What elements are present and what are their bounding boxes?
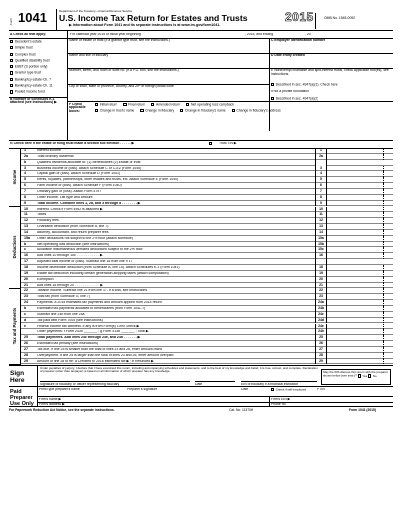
nol-carryback-option[interactable]: Net operating loss carryback xyxy=(186,103,234,109)
income-line-8: 8 Other income. List type and amount 8 xyxy=(21,195,393,201)
trust-tin-field[interactable] xyxy=(249,142,389,147)
deduction-line-19: 19 Estate tax deduction including certain generation-skipping taxes (attach computation) 19 xyxy=(21,271,393,277)
checkbox[interactable] xyxy=(151,103,154,106)
paperwork-notice: For Paperwork Reduction Act Notice, see the separate instructions. xyxy=(9,408,115,412)
checkbox[interactable] xyxy=(10,84,13,87)
tax-line-28: 28 Overpayment. If line 25 is larger than the total of lines 23 and 26, enter amount overpaid 28 xyxy=(21,353,393,359)
tax-line-27: 27 Tax due. If line 25 is smaller than the total of lines 23 and 26, enter amount owed 27 xyxy=(21,347,393,353)
deduction-line-15a: 15a Other deductions not subject to the 2% floor (attach schedule) 15a xyxy=(21,236,393,242)
entity-type-option[interactable]: Decedent's estate xyxy=(10,40,66,46)
checkbox[interactable] xyxy=(271,83,274,86)
address-field[interactable] xyxy=(69,73,267,81)
fiduciary-name-field[interactable] xyxy=(69,58,267,66)
ein-label: C Employer identification number xyxy=(271,39,326,42)
checkbox[interactable] xyxy=(10,53,13,56)
entity-type-option[interactable]: Bankruptcy estate-Ch. 7 xyxy=(10,78,66,84)
entity-type-option[interactable]: Bankruptcy estate-Ch. 11 xyxy=(10,84,66,90)
checkbox[interactable] xyxy=(10,78,13,81)
sign-date-field[interactable] xyxy=(195,375,235,382)
change-trust-name-option[interactable]: Change in trust's name xyxy=(95,109,134,115)
deduction-line-13: 13 Charitable deduction (from Schedule A, line 7) 13 xyxy=(21,224,393,230)
final-return-option[interactable]: Final return xyxy=(123,103,145,109)
sign-here-section xyxy=(9,365,393,387)
form-number: 1041 xyxy=(18,10,47,25)
department-label: Department of the Treasury—Internal Revenue Service xyxy=(59,9,133,13)
income-line-2b: b Qualified dividends allocable to: (1) Beneficiaries (2) Estate or trust xyxy=(21,160,393,166)
estate-name-label: Name of estate or trust (If a grantor type trust, see the instructions.) xyxy=(69,39,171,42)
tax-line-22: 22 Taxable income. Subtract line 21 from line 17. If a loss, see instructions 22 xyxy=(21,288,393,294)
perjury-statement: Under penalties of perjury, I declare that I have examined this return, including accompanying schedules and statements, and to the best of my knowledge and belief, it is true, correct, and complete. Declaration of preparer (other than taxpayer) is based on all information of which preparer has any knowledge. xyxy=(40,366,318,374)
checkbox[interactable] xyxy=(271,97,274,100)
fiscal-end-year: , 20 xyxy=(305,33,311,36)
phone-label: Phone no. xyxy=(271,402,287,406)
deduction-line-21: 21 Add lines 18 through 20 . . . . . . . . . . . . . ▶ 21 xyxy=(21,283,393,289)
checkbox[interactable] xyxy=(10,46,13,49)
income-line-5: 5 Rents, royalties, partnerships, other estates and trusts, etc. Attach Schedule E (Form 1040) 5 xyxy=(21,177,393,183)
tax-line-24d: d Tax paid with Form 7004 (see instructions) 24d xyxy=(21,318,393,324)
change-fiduciary-option[interactable]: Change in fiduciary xyxy=(140,109,174,115)
applicable-boxes xyxy=(95,103,391,115)
fiduciary-name-label: Name and title of fiduciary xyxy=(69,54,109,57)
change-fiduciary-name-option[interactable]: Change in fiduciary's name xyxy=(180,109,225,115)
checkbox[interactable] xyxy=(271,388,274,391)
form-header xyxy=(9,9,393,31)
initial-return-option[interactable]: Initial return xyxy=(95,103,117,109)
tax-line-24c: c Subtract line 24b from line 24a 24c xyxy=(21,312,393,318)
entity-type-option[interactable]: Simple trust xyxy=(10,46,66,52)
checkbox[interactable] xyxy=(140,109,143,112)
firm-ein-label: Firm's EIN ▶ xyxy=(271,397,291,401)
income-line-2a: 2a Total ordinary dividends 2a xyxy=(21,154,393,160)
signature-label: Signature of fiduciary or officer representing fiduciary xyxy=(40,383,120,386)
checkbox[interactable] xyxy=(95,109,98,112)
paid-preparer-section xyxy=(9,387,393,407)
deduction-line-15b: b Net operating loss deduction (see instructions) 15b xyxy=(21,242,393,248)
checkbox[interactable] xyxy=(10,59,13,62)
deduction-line-14: 14 Attorney, accountant, and return preparer fees 14 xyxy=(21,230,393,236)
amount-field[interactable] xyxy=(327,359,393,365)
change-fiduciary-address-option[interactable]: Change in fiduciary's address xyxy=(232,109,281,115)
tax-line-24b: b Estimated tax payments allocated to beneficiaries (from Form 1041-T) 24b xyxy=(21,306,393,312)
income-line-4: 4 Capital gain or (loss). Attach Schedule D (Form 1041) 4 xyxy=(21,171,393,177)
calendar-year-label: For calendar year 2015 or fiscal year beginning xyxy=(70,33,141,36)
omb-number: OMB No. 1545-0092 xyxy=(315,13,393,29)
firm-name-label: Firm's name ▶ xyxy=(39,397,62,401)
income-line-3: 3 Business income or (loss). Attach Schedule C or C-EZ (Form 1040) 3 xyxy=(21,166,393,172)
checkbox[interactable] xyxy=(10,71,13,74)
entity-type-option[interactable]: Pooled income fund xyxy=(10,90,66,96)
preparer-date-label: Date xyxy=(241,388,249,391)
checkbox[interactable] xyxy=(10,65,13,68)
deduction-line-15c: c Allowable miscellaneous itemized deductions subject to the 2% floor 15c xyxy=(21,247,393,253)
tax-line-29: 29 Amount of line 28 to be: a Credited to 2016 estimated tax ▶ ; b Refunded ▶ 29 xyxy=(21,359,393,365)
fiduciary-ein-field[interactable] xyxy=(241,375,317,382)
income-line-9: 9 Total income. Combine lines 1, 2a, and 3 through 8 . . . . . . . . ▶ 9 xyxy=(21,201,393,207)
income-line-7: 7 Ordinary gain or (loss). Attach Form 4797 7 xyxy=(21,189,393,195)
tax-line-24e: e Federal income tax withheld. If any is from Form(s) 1099, check ▶ 24e xyxy=(21,324,393,330)
tax-line-23: 23 Total tax (from Schedule G, line 7) 23 xyxy=(21,294,393,300)
checkbox[interactable] xyxy=(232,109,235,112)
tax-line-24a: 24 Payments: a 2015 estimated tax payments and amount applied from 2014 return 24a xyxy=(21,300,393,306)
form-title: U.S. Income Tax Return for Estates and Trusts xyxy=(59,13,248,23)
entity-type-option[interactable]: Complex trust xyxy=(10,53,66,59)
form-footer-id: Form 1041 (2015) xyxy=(349,408,376,412)
schedules-k1-label: B Number of Schedules K-1 attached (see instructions) ▶ xyxy=(10,98,57,105)
date-label: Date xyxy=(195,383,203,386)
sec4947a1-option[interactable]: Described in sec. 4947(a)(1). Check here xyxy=(271,83,338,87)
city-label: City or town, state or province, country, and ZIP or foreign postal code xyxy=(69,85,174,88)
entity-type-option[interactable]: Grantor type trust xyxy=(10,71,66,77)
deduction-line-17: 17 Adjusted total income or (loss). Subtract line 16 from line 9 17 xyxy=(21,259,393,265)
sec645-checkbox[interactable] xyxy=(209,142,212,145)
checkbox[interactable] xyxy=(186,103,189,106)
entity-type-option[interactable]: Qualified disability trust xyxy=(10,59,66,65)
estate-name-field[interactable] xyxy=(69,43,267,51)
income-line-1: 1 Interest income 1 xyxy=(21,148,393,154)
checkbox[interactable] xyxy=(180,109,183,112)
entity-type-list xyxy=(10,40,66,97)
form-number-box xyxy=(9,9,57,31)
income-line-6: 6 Farm income or (loss). Attach Schedule F (Form 1040) 6 xyxy=(21,183,393,189)
amended-return-option[interactable]: Amended return xyxy=(151,103,180,109)
deduction-line-16: 16 Add lines 10 through 15c . . . . . . . . . . . . ▶ 16 xyxy=(21,253,393,259)
firm-address-label: Firm's address ▶ xyxy=(39,402,65,406)
deduction-line-20: 20 Exemption 20 xyxy=(21,277,393,283)
yes-checkbox[interactable] xyxy=(358,374,361,377)
tax-line-26: 26 Estimated tax penalty (see instructions) 26 xyxy=(21,341,393,347)
form-word: Form xyxy=(9,18,13,25)
preparer-name-label: Print/Type preparer's name xyxy=(39,388,80,391)
check-all-label: A Check all that apply: xyxy=(10,33,47,36)
checkbox[interactable] xyxy=(95,103,98,106)
entity-type-option[interactable]: ESBT (S portion only) xyxy=(10,65,66,71)
tax-line-24h: Other payments: f Form 2439 _______ ; g Form 4136 _______ ; Total ▶ 24h xyxy=(21,329,393,335)
preparer-signature-label: Preparer's signature xyxy=(127,388,158,391)
paid-preparer-label: Paid Preparer Use Only xyxy=(10,389,34,408)
checkbox[interactable] xyxy=(123,103,126,106)
fiduciary-signature-field[interactable] xyxy=(40,375,190,382)
sign-here-label: Sign Here xyxy=(10,370,25,385)
date-created-field[interactable] xyxy=(271,58,391,67)
tax-year: 2015 xyxy=(285,10,314,24)
trust-tin-label: Trust TIN ▶ xyxy=(219,142,237,145)
fiscal-end-label: , 2015, and ending xyxy=(245,33,274,36)
deduction-line-12: 12 Fiduciary fees 12 xyxy=(21,218,393,224)
ein-fiduciary-label: EIN of fiduciary if a financial institution xyxy=(241,383,299,386)
city-field[interactable] xyxy=(69,89,267,99)
tax-line-25: 25 Total payments. Add lines 24c through 24e, and 24h . . . . . . . ▶ 25 xyxy=(21,335,393,341)
irs-discuss-box: May the IRS discuss this return with the preparer shown below (see instr.)? Yes No xyxy=(321,369,391,385)
nonexempt-label: E Nonexempt charitable and split-interest trusts, check applicable box(es), see instructions. xyxy=(271,69,389,76)
deduction-line-18: 18 Income distribution deduction (from Schedule B, line 15). Attach Schedules K-1 (Form 1041) 18 xyxy=(21,265,393,271)
address-label: Number, street, and room or suite no. (If a P.O. box, see the instructions.) xyxy=(69,69,179,72)
deduction-line-10: 10 Interest. Check if Form 4952 is attached ▶ 10 xyxy=(21,207,393,213)
sec4947a2-option[interactable]: Described in sec. 4947(a)(2) xyxy=(271,97,318,101)
checkbox[interactable] xyxy=(10,40,13,43)
deductions-section: Deductions xyxy=(9,207,21,289)
form-footer xyxy=(9,409,393,415)
cat-number: Cat. No. 11370H xyxy=(229,408,254,412)
checkbox[interactable] xyxy=(10,90,13,93)
form-info-link[interactable]: ▶ Information about Form 1041 and its separate instructions is at www.irs.gov/form1041. xyxy=(69,23,221,27)
date-created-label: D Date entity created xyxy=(271,54,305,57)
no-checkbox[interactable] xyxy=(368,374,371,377)
private-foundation-label: if not a private foundation xyxy=(271,90,310,93)
deduction-line-11: 11 Taxes 11 xyxy=(21,212,393,218)
ptin-label: PTIN xyxy=(317,388,325,391)
self-employed-option[interactable]: Check if self-employed xyxy=(271,388,313,391)
ein-field[interactable] xyxy=(271,43,391,52)
applicable-boxes-label: F Check applicable boxes: xyxy=(69,103,86,113)
income-section: Income xyxy=(9,148,21,207)
tax-payments-section: Tax and Payments xyxy=(9,289,21,365)
form-1041-page xyxy=(9,9,393,515)
sec645-election-label: G Check here if the estate or filing trust made a section 645 election . . . . . . ▶ xyxy=(10,142,135,145)
